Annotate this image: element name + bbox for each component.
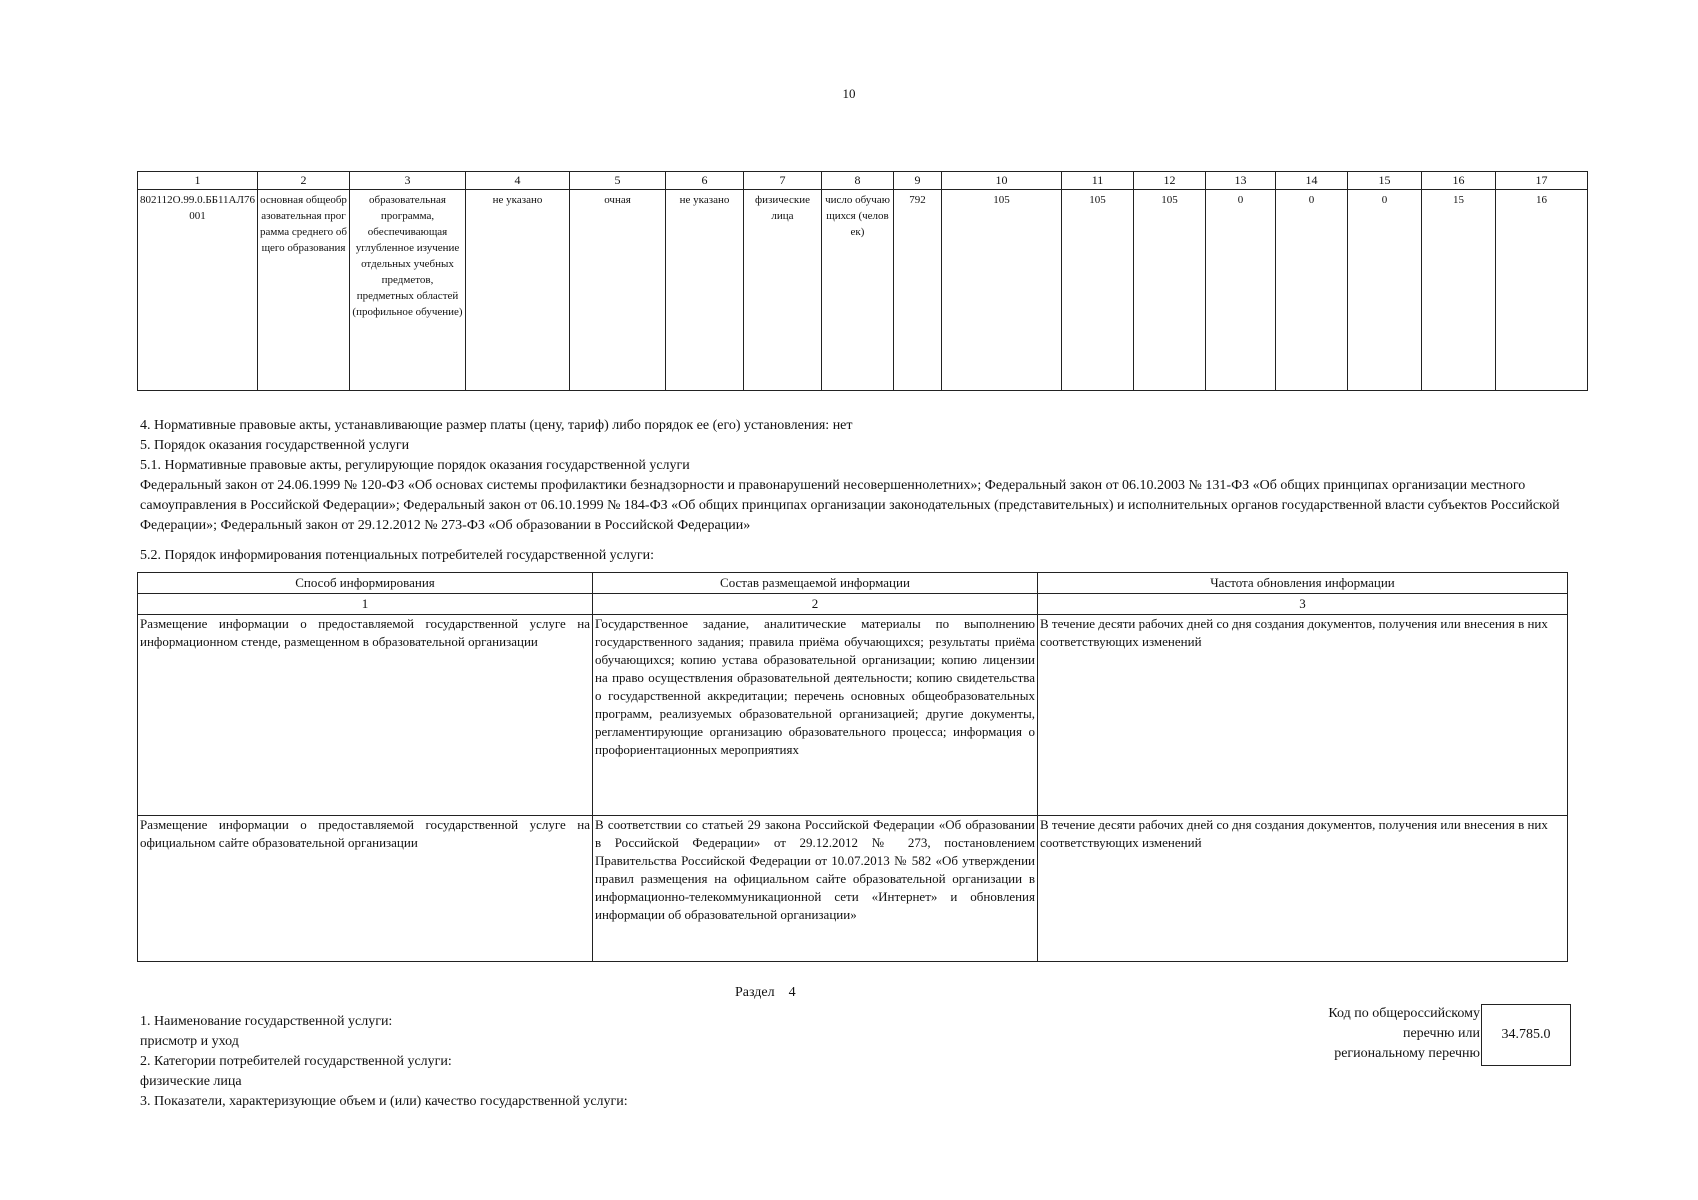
code-label-line: Код по общероссийскому	[1328, 1006, 1480, 1021]
table-cell: 0	[1348, 190, 1422, 391]
header-cell: 16	[1422, 172, 1496, 190]
paragraph-laws: Федеральный закон от 24.06.1999 № 120-ФЗ «Об основах системы профилактики безнадзорности и правонарушений несовершеннолетних»; Федеральный закон от 06.10.2003 № 131-ФЗ «Об общих принципах организации местного самоуправления в Российской Федерации»; Федеральный закон от 06.10.1999 № 184-ФЗ «Об общих принципах организации законодательных (представительных) и исполнительных органов государственной власти субъектов Российской Федерации»; Федеральный закон от 29.12.2012 № 273-ФЗ «Об образовании в Российской Федерации»	[140, 478, 1560, 533]
table-cell: 0	[1206, 190, 1276, 391]
table-cell: не указано	[466, 190, 570, 391]
table-cell: очная	[570, 190, 666, 391]
consumer-category-label: 2. Категории потребителей государственной услуги:	[140, 1054, 452, 1069]
registry-number-cell: 802112О.99.0.ББ11АЛ76001	[138, 190, 258, 391]
table-cell: 15	[1422, 190, 1496, 391]
code-label-line: перечню или	[1402, 1026, 1480, 1041]
program-content-cell: образовательная программа, обеспечивающая углубленное изучение отдельных учебных предметов, предметных областей (профильное обучение)	[350, 190, 466, 391]
table-cell: 0	[1276, 190, 1348, 391]
table-number-row	[138, 594, 1568, 615]
service-indicators-table	[137, 171, 1588, 391]
code-label	[1270, 1004, 1480, 1064]
informing-table	[137, 572, 1568, 962]
table-row	[138, 816, 1568, 962]
table-cell: В соответствии со статьей 29 закона Российской Федерации «Об образовании в Российской Федерации» от 29.12.2012 № 273, постановлением Правительства Российской Федерации от 10.07.2013 № 582 «Об утверждении правил размещения на официальном сайте образовательной организации в информационно-телекоммуникационной сети «Интернет» и обновления информации об образовательной организации»	[593, 816, 1038, 962]
header-cell: 3	[350, 172, 466, 190]
table-cell: 792	[894, 190, 942, 391]
header-cell: 17	[1496, 172, 1588, 190]
table-cell: Размещение информации о предоставляемой государственной услуге на информационном стенде, размещенном в образовательной организации	[138, 615, 593, 816]
paragraph-service-order: 5. Порядок оказания государственной услуги	[140, 438, 410, 453]
header-cell: 1	[138, 172, 258, 190]
table-header-row	[138, 573, 1568, 594]
table-row	[138, 190, 1588, 391]
service-name-value: присмотр и уход	[140, 1034, 239, 1049]
table-cell: 16	[1496, 190, 1588, 391]
header-cell: 9	[894, 172, 942, 190]
paragraph-regulating-acts: 5.1. Нормативные правовые акты, регулирующие порядок оказания государственной услуги	[140, 458, 690, 473]
table-cell: В течение десяти рабочих дней со дня создания документов, получения или внесения в них соответствующих изменений	[1038, 615, 1568, 816]
header-cell: 11	[1062, 172, 1134, 190]
indicators-label: 3. Показатели, характеризующие объем и (или) качество государственной услуги:	[140, 1094, 628, 1109]
table-cell: число обучающихся (человек)	[822, 190, 894, 391]
code-value-box: 34.785.0	[1481, 1004, 1571, 1066]
program-type-cell: основная общеобразовательная программа среднего общего образования	[258, 190, 350, 391]
header-cell: 2	[593, 594, 1038, 615]
table-cell: физические лица	[744, 190, 822, 391]
table-cell: Государственное задание, аналитические материалы по выполнению государственного задания; правила приёма обучающихся; результаты приёма обучающихся; копию устава образовательной организации; копию лицензии на право осуществления образовательной деятельности; копию свидетельства о государственной аккредитации; перечень основных общеобразовательных программ, реализуемых образовательной организацией; другие документы, регламентирующие организацию образовательного процесса; информация о профориентационных мероприятиях	[593, 615, 1038, 816]
header-cell: 4	[466, 172, 570, 190]
header-cell: 5	[570, 172, 666, 190]
table-cell: В течение десяти рабочих дней со дня создания документов, получения или внесения в них соответствующих изменений	[1038, 816, 1568, 962]
header-cell: 7	[744, 172, 822, 190]
paragraph-informing-order: 5.2. Порядок информирования потенциальных потребителей государственной услуги:	[140, 548, 655, 563]
header-cell: 8	[822, 172, 894, 190]
header-cell: 2	[258, 172, 350, 190]
table-cell: 105	[942, 190, 1062, 391]
service-name-label: 1. Наименование государственной услуги:	[140, 1014, 393, 1029]
header-cell: 1	[138, 594, 593, 615]
header-cell: Частота обновления информации	[1038, 573, 1568, 594]
page-number: 10	[842, 86, 856, 101]
header-cell: 14	[1276, 172, 1348, 190]
table-row	[138, 615, 1568, 816]
table-cell: не указано	[666, 190, 744, 391]
consumer-category-value: физические лица	[140, 1074, 242, 1089]
header-cell: 10	[942, 172, 1062, 190]
header-cell: 3	[1038, 594, 1568, 615]
code-label-line: региональному перечню	[1334, 1046, 1480, 1061]
section-title: Раздел 4	[735, 985, 796, 1000]
header-cell: 12	[1134, 172, 1206, 190]
header-cell: 13	[1206, 172, 1276, 190]
table-cell: 105	[1062, 190, 1134, 391]
header-cell: 6	[666, 172, 744, 190]
header-cell: Состав размещаемой информации	[593, 573, 1038, 594]
table-header-row	[138, 172, 1588, 190]
header-cell: Способ информирования	[138, 573, 593, 594]
paragraph-fee-acts: 4. Нормативные правовые акты, устанавливающие размер платы (цену, тариф) либо порядок ее (его) установления: нет	[140, 418, 853, 433]
table-cell: Размещение информации о предоставляемой государственной услуге на официальном сайте образовательной организации	[138, 816, 593, 962]
table-cell: 105	[1134, 190, 1206, 391]
header-cell: 15	[1348, 172, 1422, 190]
